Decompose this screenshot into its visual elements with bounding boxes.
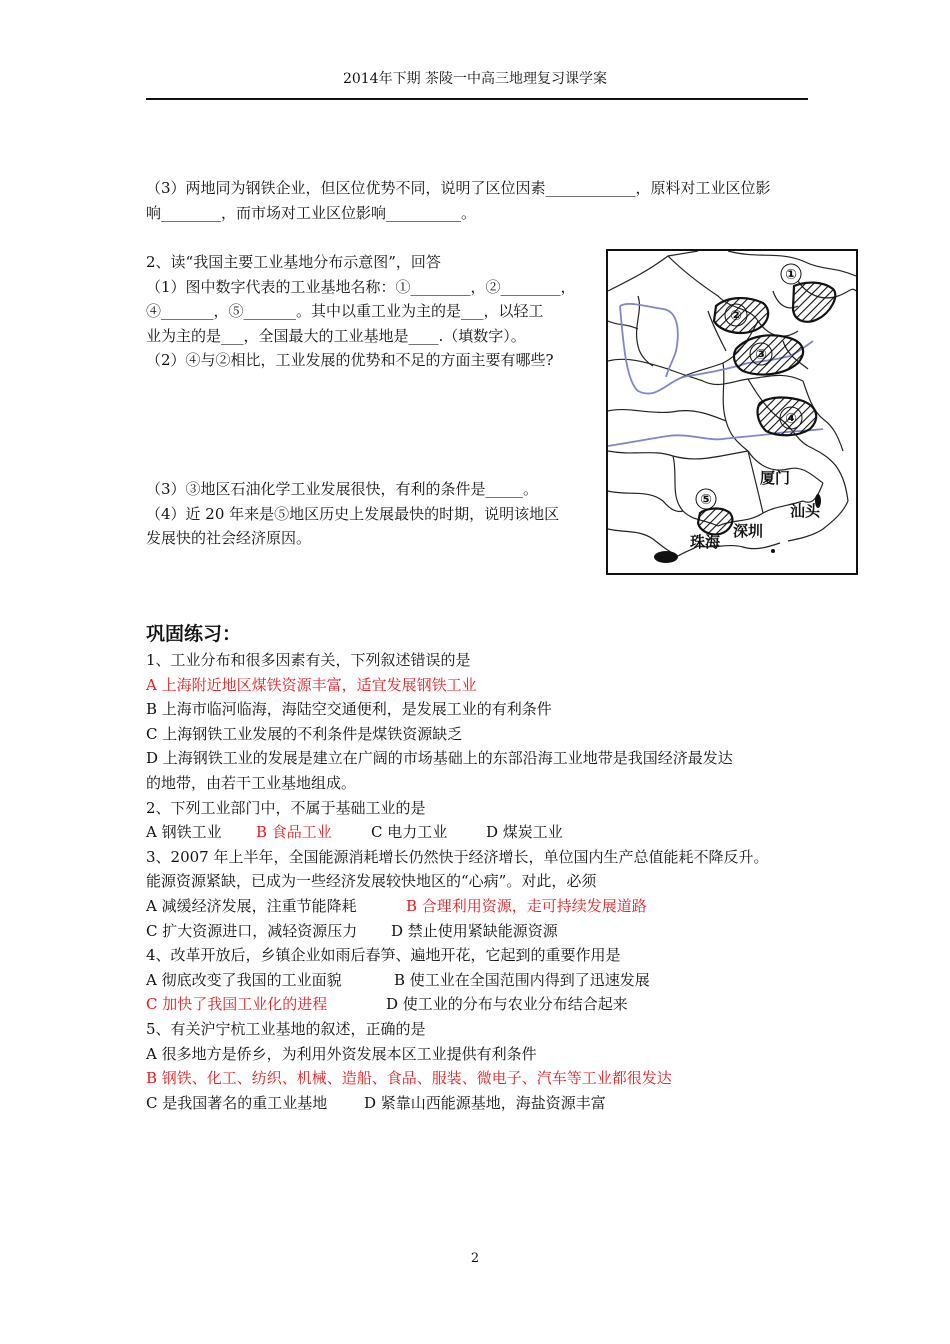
ex4-option-b: B 使工业在全国范围内得到了迅速发展 (394, 970, 650, 989)
ex4-stem: 4、改革开放后，乡镇企业如雨后春笋、遍地开花，它起到的重要作用是 (146, 946, 621, 965)
ex4-option-d: D 使工业的分布与农业分布结合起来 (386, 995, 628, 1014)
exercise-list (146, 648, 816, 1115)
page-number: 2 (470, 1251, 480, 1266)
ex3-option-b: B 合理利用资源，走可持续发展道路 (406, 896, 647, 915)
city-zhuhai: 珠海 (690, 533, 721, 551)
industrial-bases (698, 283, 835, 535)
ex2-options (146, 820, 816, 845)
ex5-option-b: B 钢铁、化工、纺织、机械、造船、食品、服装、微电子、汽车等工业都很发达 (146, 1069, 672, 1088)
q3-line-1: （3）两地同为钢铁企业，但区位优势不同，说明了区位因素____________，原料对工业区位影 (146, 179, 771, 197)
q2-line-4: （2）④与②相比，工业发展的优势和不足的方面主要有哪些? (146, 351, 554, 369)
ex2-option-c: C 电力工业 (371, 823, 448, 842)
city-shantou: 汕头 (790, 502, 821, 520)
base-1-region (793, 283, 835, 322)
page-header: 2014年下期 茶陵一中高三地理复习课学案 (342, 71, 608, 87)
ex5-option-c: C 是我国著名的重工业基地 (146, 1093, 328, 1112)
ex1-option-b: B 上海市临河临海，海陆空交通便利，是发展工业的有利条件 (146, 700, 552, 719)
question-2 (146, 250, 596, 373)
marker-1-label: ① (785, 267, 797, 283)
ex3-options-cd (146, 919, 816, 944)
question-2-continued (146, 477, 596, 551)
ex1-option-c: C 上海钢铁工业发展的不利条件是煤铁资源缺乏 (146, 724, 463, 743)
ex5-option-a: A 很多地方是侨乡，为利用外资发展本区工业提供有利条件 (146, 1044, 537, 1063)
q2b-line-2: （4）近 20 年来是⑤地区历史上发展最快的时期，说明该地区 (146, 504, 560, 523)
ex4-options-cd (146, 992, 816, 1017)
ex3-option-d: D 禁止使用紧缺能源资源 (391, 921, 558, 940)
base-3-region (734, 335, 803, 374)
q2-line-1: （1）图中数字代表的工业基地名称：①________，②________， (146, 277, 576, 296)
q2-line-2: ④_______，⑤_______。其中以重工业为主的是___，以轻工 (146, 302, 544, 320)
base-5-region (698, 509, 732, 535)
ex1-stem: 1、工业分布和很多因素有关，下列叙述错误的是 (146, 651, 471, 669)
ex3-stem-2: 能源资源紧缺，已成为一些经济发展较快地区的“心病”。对此，必须 (146, 872, 597, 891)
q3-line-2: 响________，而市场对工业区位影响__________。 (146, 203, 477, 222)
marker-3-label: ③ (755, 347, 767, 363)
ex3-option-c: C 扩大资源进口，减轻资源压力 (146, 921, 358, 940)
ex2-stem: 2、下列工业部门中，不属于基础工业的是 (146, 798, 426, 817)
ex2-option-b: B 食品工业 (256, 823, 332, 842)
header-rule (146, 98, 808, 100)
exercise-title: 巩固练习： (146, 623, 242, 645)
q2b-line-3: 发展快的社会经济原因。 (146, 529, 312, 547)
ex4-option-c: C 加快了我国工业化的进程 (146, 995, 328, 1014)
q2b-line-1: （3）③地区石油化学工业发展很快，有利的条件是_____。 (146, 480, 539, 498)
ex3-options-ab (146, 894, 816, 919)
q2-line-3: 业为主的是___，全国最大的工业基地是____.（填数字）。 (146, 326, 526, 345)
ex5-stem: 5、有关沪宁杭工业基地的叙述，正确的是 (146, 1019, 426, 1038)
ex3-option-a: A 减缓经济发展，注重节能降耗 (146, 896, 357, 915)
marker-2-label: ② (730, 308, 742, 324)
ex4-option-a: A 彻底改变了我国的工业面貌 (146, 970, 342, 989)
city-xiamen: 厦门 (760, 469, 791, 487)
industrial-base-map (606, 249, 858, 575)
ex2-option-d: D 煤炭工业 (486, 823, 563, 842)
q2-title: 2、读“我国主要工业基地分布示意图”，回答 (146, 253, 441, 271)
ex4-options-ab (146, 968, 816, 993)
map-graphic (608, 251, 856, 573)
marker-5-label: ⑤ (700, 492, 712, 508)
ex1-option-a: A 上海附近地区煤铁资源丰富，适宜发展钢铁工业 (146, 675, 477, 694)
marker-4-label: ④ (785, 411, 797, 427)
ex5-option-d: D 紧靠山西能源基地，海盐资源丰富 (364, 1093, 606, 1112)
ex3-stem-1: 3、2007 年上半年，全国能源消耗增长仍然快于经济增长，单位国内生产总值能耗不降反升。 (146, 847, 769, 866)
ex5-options-cd (146, 1091, 816, 1116)
ex1-option-d-line1: D 上海钢铁工业的发展是建立在广阔的市场基础上的东部沿海工业地带是我国经济最发达 (146, 749, 733, 768)
question-1-part-3 (146, 176, 808, 225)
ex1-option-d-line2: 的地带，由若干工业基地组成。 (146, 773, 357, 792)
ex2-option-a: A 钢铁工业 (146, 823, 222, 842)
city-shenzhen: 深圳 (733, 522, 764, 540)
